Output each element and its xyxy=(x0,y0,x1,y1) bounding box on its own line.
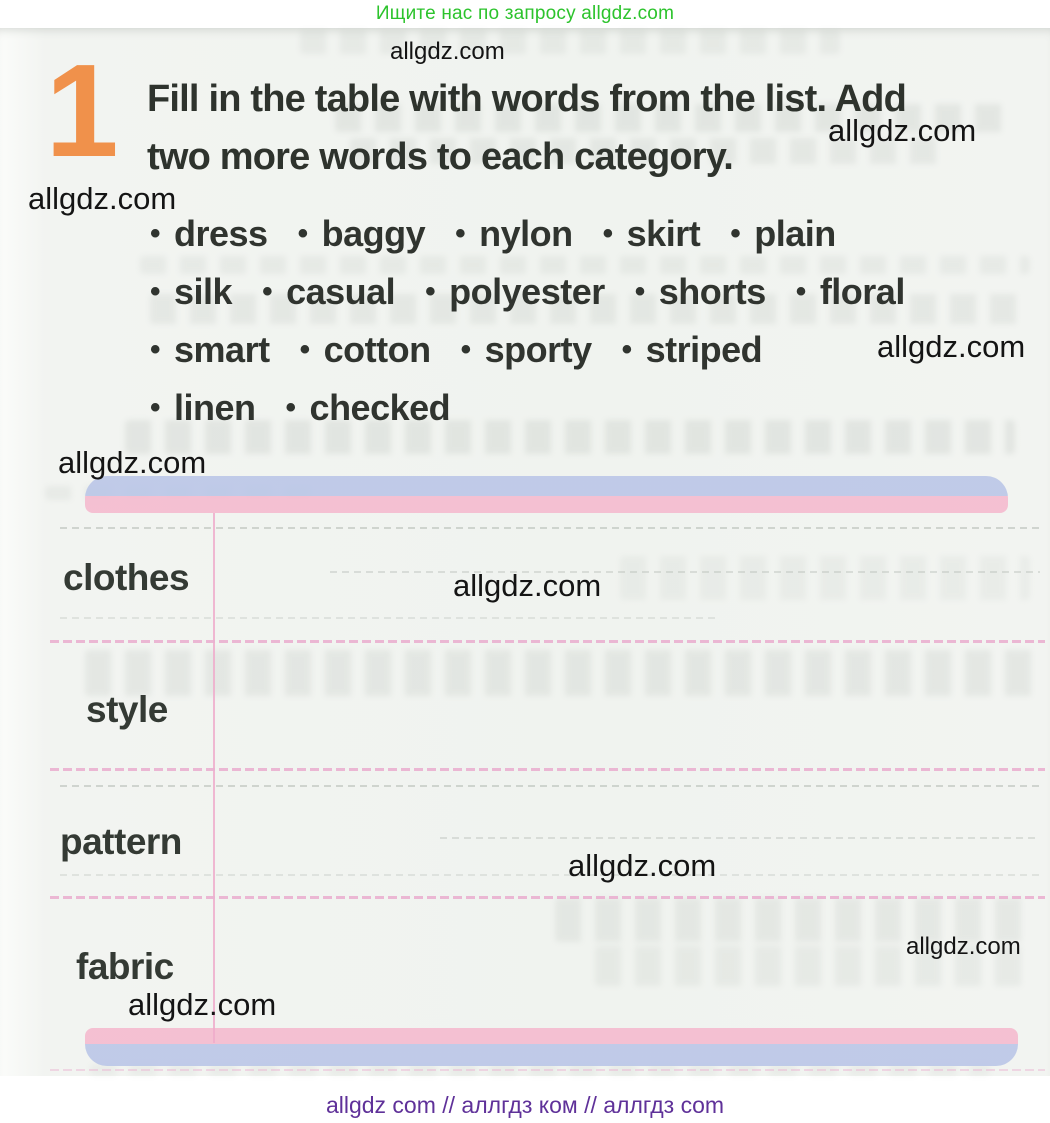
bullet-icon: • xyxy=(621,333,632,366)
bullet-icon: • xyxy=(150,217,161,250)
bullet-icon: • xyxy=(455,217,466,250)
word-item: plain xyxy=(754,213,836,254)
instruction-line-2: two more words to each category. xyxy=(147,136,734,178)
word-item: dress xyxy=(174,213,268,254)
watermark: allgdz.com xyxy=(128,987,277,1022)
word-item: nylon xyxy=(479,213,573,254)
bullet-icon: • xyxy=(150,333,161,366)
watermark: allgdz.com xyxy=(877,329,1026,364)
bullet-icon: • xyxy=(285,391,296,424)
word-item: cotton xyxy=(323,329,431,370)
footer-watermark: allgdz com // аллгдз ком // аллгдз com xyxy=(325,1092,725,1118)
exercise-instructions xyxy=(147,70,906,186)
word-item: shorts xyxy=(658,271,766,312)
table-row-label-clothes: clothes xyxy=(63,557,190,598)
word-item: silk xyxy=(174,271,233,312)
word-item: floral xyxy=(819,271,905,312)
bullet-icon: • xyxy=(730,217,741,250)
bullet-icon: • xyxy=(425,275,436,308)
bullet-icon: • xyxy=(634,275,645,308)
word-list-line xyxy=(150,387,480,429)
table-row-label-pattern: pattern xyxy=(60,821,182,862)
word-list-line xyxy=(150,271,935,313)
table-top-border-bar xyxy=(85,476,1008,513)
table-bottom-border-bar xyxy=(85,1028,1018,1066)
bullet-icon: • xyxy=(150,275,161,308)
bullet-icon: • xyxy=(460,333,471,366)
exercise-number: 1 xyxy=(45,37,119,184)
word-item: skirt xyxy=(626,213,701,254)
bullet-icon: • xyxy=(297,217,308,250)
bullet-icon: • xyxy=(602,217,613,250)
table-row-label-style: style xyxy=(86,689,168,730)
site-banner xyxy=(0,0,1050,28)
word-item: striped xyxy=(645,329,763,370)
answer-cell-fabric xyxy=(215,899,1015,1023)
word-item: baggy xyxy=(321,213,426,254)
word-item: sporty xyxy=(484,329,592,370)
watermark: allgdz.com xyxy=(58,445,207,480)
site-banner-text: Ищите нас по запросу allgdz.com xyxy=(375,3,675,24)
watermark: allgdz.com xyxy=(568,848,717,883)
watermark: allgdz.com xyxy=(906,933,1021,960)
watermark: allgdz.com xyxy=(390,38,505,65)
word-item: linen xyxy=(174,387,256,428)
table-row-label-fabric: fabric xyxy=(76,946,174,987)
word-item: smart xyxy=(174,329,270,370)
answer-cell-clothes xyxy=(215,514,1015,638)
bullet-icon: • xyxy=(150,391,161,424)
bullet-icon: • xyxy=(795,275,806,308)
watermark: allgdz.com xyxy=(28,181,177,216)
answer-cell-style xyxy=(215,643,1015,767)
word-list-line xyxy=(150,213,866,255)
bleed-through-text xyxy=(300,30,840,54)
word-list-line xyxy=(150,329,792,371)
bullet-icon: • xyxy=(262,275,273,308)
table-row-divider xyxy=(50,1069,1045,1071)
instruction-line-1: Fill in the table with words from the list. Add xyxy=(147,78,907,120)
watermark: allgdz.com xyxy=(828,113,977,148)
word-item: checked xyxy=(309,387,451,428)
bullet-icon: • xyxy=(299,333,310,366)
watermark: allgdz.com xyxy=(453,568,602,603)
word-item: polyester xyxy=(449,271,605,312)
word-item: casual xyxy=(286,271,396,312)
